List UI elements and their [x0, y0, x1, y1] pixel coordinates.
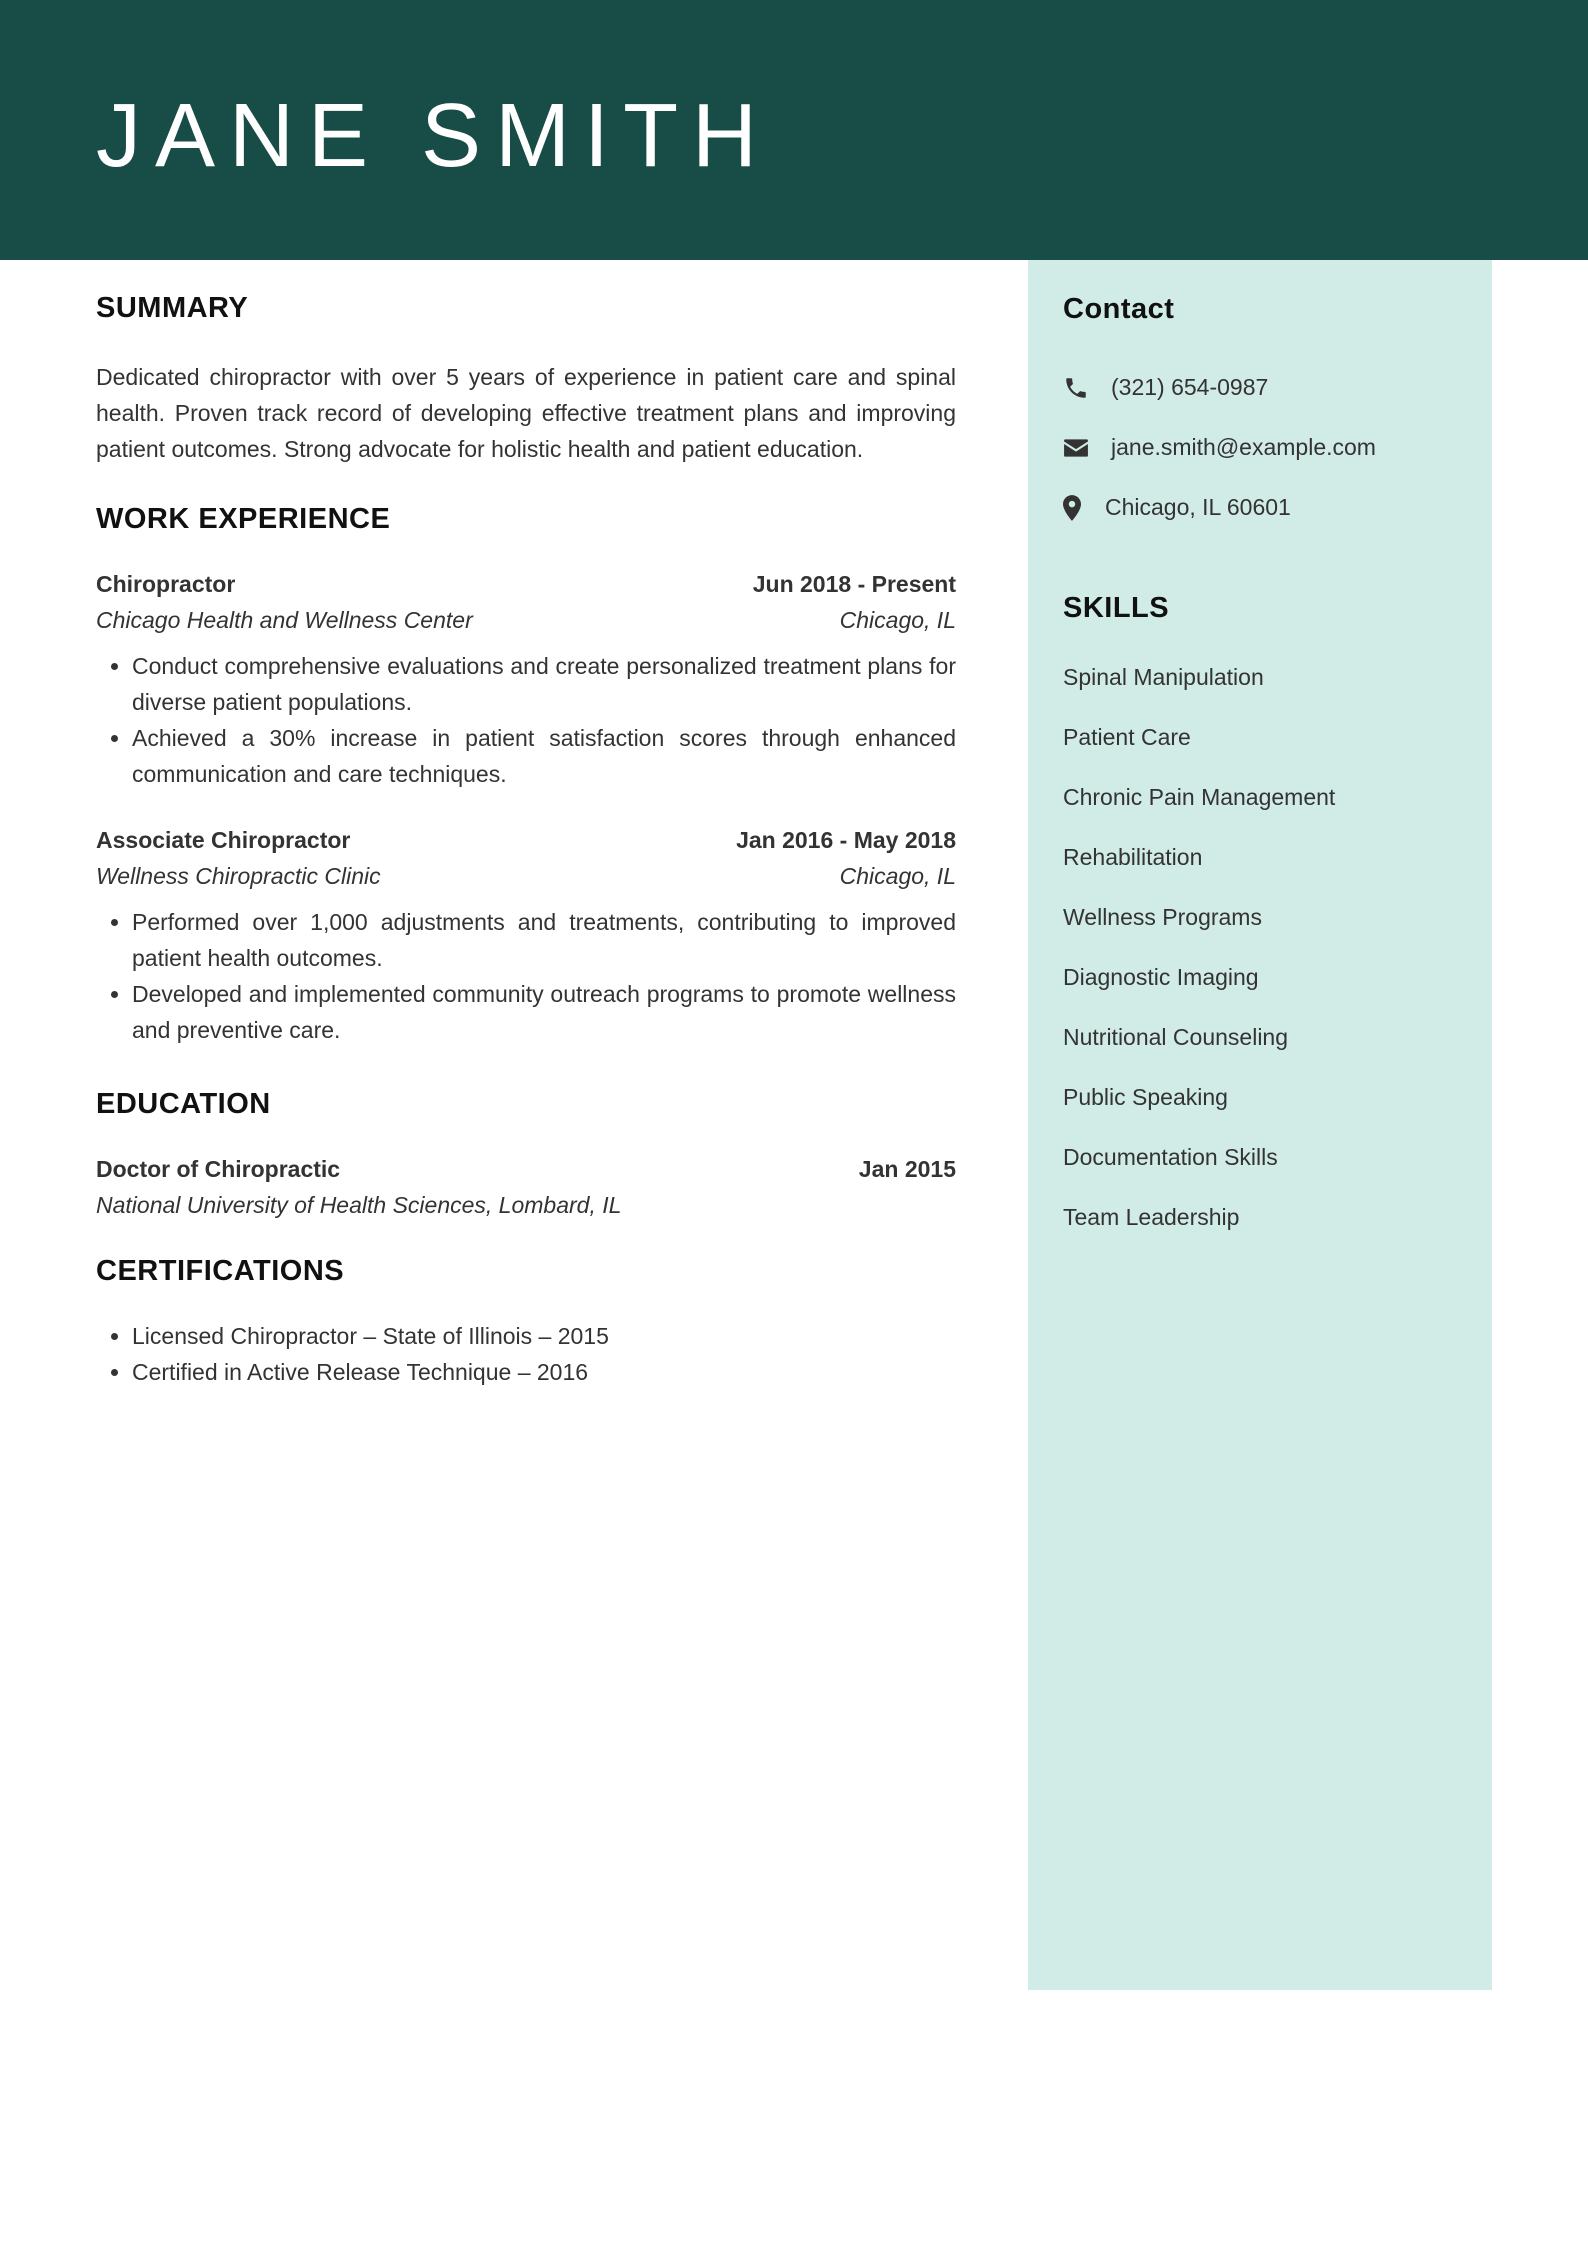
job-bullet: • Conduct comprehensive evaluations and create personalized treatment plans for diverse patient populations. [132, 648, 956, 720]
school: National University of Health Sciences, Lombard, IL [96, 1192, 622, 1218]
job-bullet: • Performed over 1,000 adjustments and treatments, contributing to improved patient health outcomes. [132, 904, 956, 976]
skill-item: Chronic Pain Management [1063, 784, 1336, 810]
certification-item: • Licensed Chiropractor – State of Illinois – 2015 [132, 1318, 956, 1354]
job-title: Associate Chiropractor [96, 827, 351, 853]
skill-item: Spinal Manipulation [1063, 664, 1264, 690]
summary-heading: SUMMARY [96, 292, 249, 324]
skill-item: Diagnostic Imaging [1063, 964, 1259, 990]
certifications-list [96, 1318, 956, 1390]
contact-location [1063, 494, 1291, 521]
header-banner [0, 0, 1588, 260]
candidate-name: JANE SMITH [96, 86, 772, 186]
job-bullets [96, 904, 956, 1048]
education-date: Jan 2015 [858, 1156, 956, 1182]
job-title: Chiropractor [96, 571, 236, 597]
envelope-icon [1063, 437, 1089, 459]
skill-item: Documentation Skills [1063, 1144, 1278, 1170]
job-company: Wellness Chiropractic Clinic [96, 863, 381, 889]
main-column [96, 292, 956, 1390]
skill-item: Team Leadership [1063, 1204, 1240, 1230]
skills-heading: SKILLS [1063, 592, 1170, 624]
skill-item: Patient Care [1063, 724, 1191, 750]
education-heading: EDUCATION [96, 1088, 271, 1120]
map-pin-icon [1063, 495, 1081, 521]
degree: Doctor of Chiropractic [96, 1156, 341, 1182]
job-entry [96, 822, 956, 1048]
phone-number[interactable]: (321) 654-0987 [1111, 374, 1269, 400]
skill-item: Nutritional Counseling [1063, 1024, 1289, 1050]
skill-item: Wellness Programs [1063, 904, 1262, 930]
experience-heading: WORK EXPERIENCE [96, 503, 391, 535]
contact-heading: Contact [1063, 293, 1175, 325]
contact-phone [1063, 374, 1268, 401]
job-location: Chicago, IL [839, 863, 956, 889]
job-entry [96, 566, 956, 792]
job-dates: Jun 2018 - Present [752, 571, 956, 597]
phone-icon [1063, 375, 1089, 401]
contact-email [1063, 434, 1376, 461]
job-location: Chicago, IL [839, 607, 956, 633]
email-address[interactable]: jane.smith@example.com [1111, 434, 1376, 460]
certifications-heading: CERTIFICATIONS [96, 1255, 345, 1287]
job-dates: Jan 2016 - May 2018 [736, 827, 956, 853]
certification-item: • Certified in Active Release Technique – 2016 [132, 1354, 956, 1390]
skill-item: Rehabilitation [1063, 844, 1203, 870]
job-bullets [96, 648, 956, 792]
education-entry [96, 1151, 956, 1223]
job-bullet: • Developed and implemented community outreach programs to promote wellness and preventive care. [132, 976, 956, 1048]
skill-item: Public Speaking [1063, 1084, 1228, 1110]
location-text: Chicago, IL 60601 [1105, 494, 1291, 520]
summary-text: Dedicated chiropractor with over 5 years of experience in patient care and spinal health. Proven track record of developing effective treatment plans and improving patient outcomes. Strong advocate for holistic health and patient education. [96, 364, 956, 462]
job-company: Chicago Health and Wellness Center [96, 607, 473, 633]
job-bullet: • Achieved a 30% increase in patient satisfaction scores through enhanced communication and care techniques. [132, 720, 956, 792]
